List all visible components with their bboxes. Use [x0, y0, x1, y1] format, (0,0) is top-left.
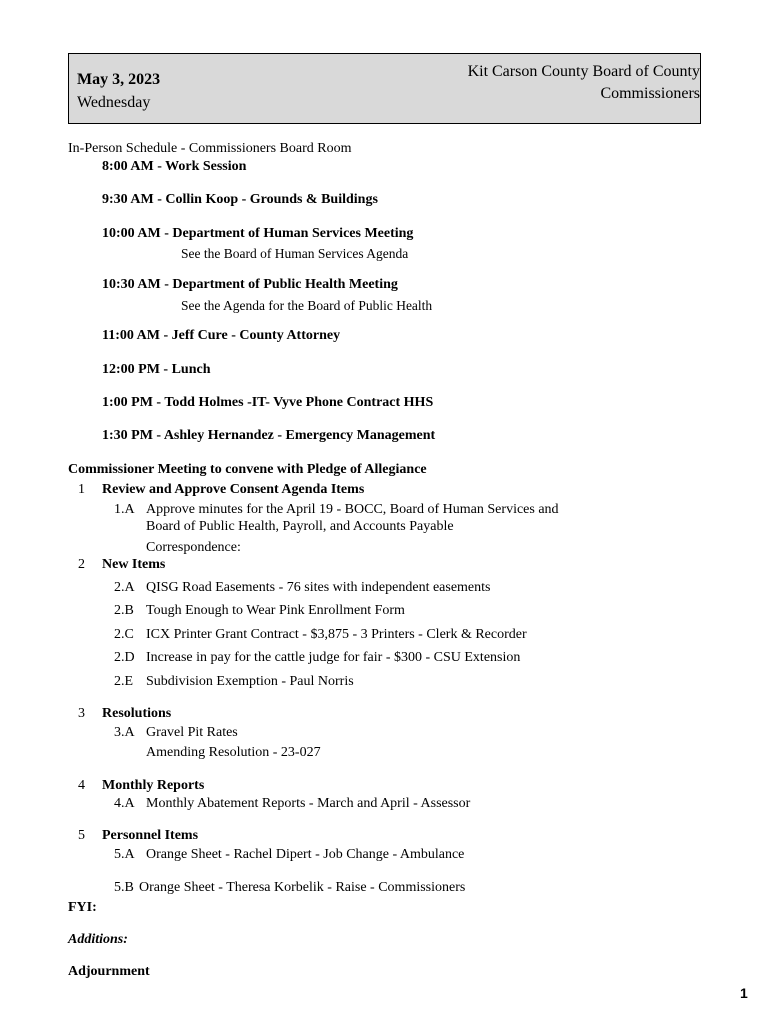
item-text: Orange Sheet - Theresa Korbelik - Raise - Commissioners	[139, 880, 466, 895]
item-text: Orange Sheet - Rachel Dipert - Job Change - Ambulance	[146, 847, 465, 862]
section-title: New Items	[102, 557, 166, 572]
adjournment-label: Adjournment	[68, 964, 150, 979]
section-number: 3	[78, 706, 85, 721]
item-number: 5.A	[114, 847, 135, 862]
item-text: Subdivision Exemption - Paul Norris	[146, 674, 354, 689]
schedule-item: 1:00 PM - Todd Holmes -IT- Vyve Phone Contract HHS	[102, 395, 434, 410]
schedule-item: 8:00 AM - Work Session	[102, 159, 247, 174]
schedule-heading: In-Person Schedule - Commissioners Board Room	[68, 141, 352, 156]
item-number: 2.D	[114, 650, 135, 665]
board-title: Kit Carson County Board of County Commissioners	[467, 63, 700, 102]
schedule-item: 1:30 PM - Ashley Hernandez - Emergency Management	[102, 428, 436, 443]
schedule-item: 12:00 PM - Lunch	[102, 362, 211, 377]
item-number: 3.A	[114, 725, 135, 740]
section-title: Resolutions	[102, 706, 172, 721]
section-number: 5	[78, 828, 85, 843]
schedule-item: 10:00 AM - Department of Human Services Meeting	[102, 226, 414, 241]
item-number: 2.B	[114, 603, 134, 618]
fyi-label: FYI:	[68, 900, 97, 915]
additions-label: Additions:	[68, 932, 128, 947]
schedule-note: See the Board of Human Services Agenda	[181, 246, 409, 261]
page-number: 1	[740, 985, 748, 1001]
item-text: Monthly Abatement Reports - March and April - Assessor	[146, 796, 471, 811]
schedule-item: 10:30 AM - Department of Public Health Meeting	[102, 277, 398, 292]
item-number: 2.E	[114, 674, 134, 689]
section-number: 4	[78, 778, 85, 793]
item-text: Gravel Pit Rates	[146, 725, 238, 740]
meeting-date: May 3, 2023	[77, 71, 161, 88]
schedule-note: See the Agenda for the Board of Public Health	[181, 298, 433, 313]
item-text: QISG Road Easements - 76 sites with independent easements	[146, 580, 491, 595]
header-box	[68, 53, 701, 124]
item-text: Tough Enough to Wear Pink Enrollment Form	[146, 603, 405, 618]
item-text: Approve minutes for the April 19 - BOCC, Board of Human Services and	[146, 502, 559, 517]
item-number: 2.C	[114, 627, 134, 642]
item-text: Correspondence:	[146, 540, 241, 555]
schedule-item: 9:30 AM - Collin Koop - Grounds & Buildings	[102, 192, 378, 207]
schedule-item: 11:00 AM - Jeff Cure - County Attorney	[102, 328, 341, 343]
item-text: Increase in pay for the cattle judge for fair - $300 - CSU Extension	[146, 650, 521, 665]
section-title: Personnel Items	[102, 828, 199, 843]
section-number: 1	[78, 482, 85, 497]
section-number: 2	[78, 557, 85, 572]
item-text: ICX Printer Grant Contract - $3,875 - 3 Printers - Clerk & Recorder	[146, 627, 527, 642]
item-number: 5.B	[114, 880, 134, 895]
meeting-heading: Commissioner Meeting to convene with Pledge of Allegiance	[68, 462, 427, 477]
section-title: Review and Approve Consent Agenda Items	[102, 482, 365, 497]
item-number: 2.A	[114, 580, 135, 595]
item-text: Board of Public Health, Payroll, and Accounts Payable	[146, 519, 454, 534]
item-number: 1.A	[114, 502, 135, 517]
item-number: 4.A	[114, 796, 135, 811]
item-text: Amending Resolution - 23-027	[146, 745, 321, 760]
section-title: Monthly Reports	[102, 778, 205, 793]
meeting-day: Wednesday	[77, 94, 151, 111]
